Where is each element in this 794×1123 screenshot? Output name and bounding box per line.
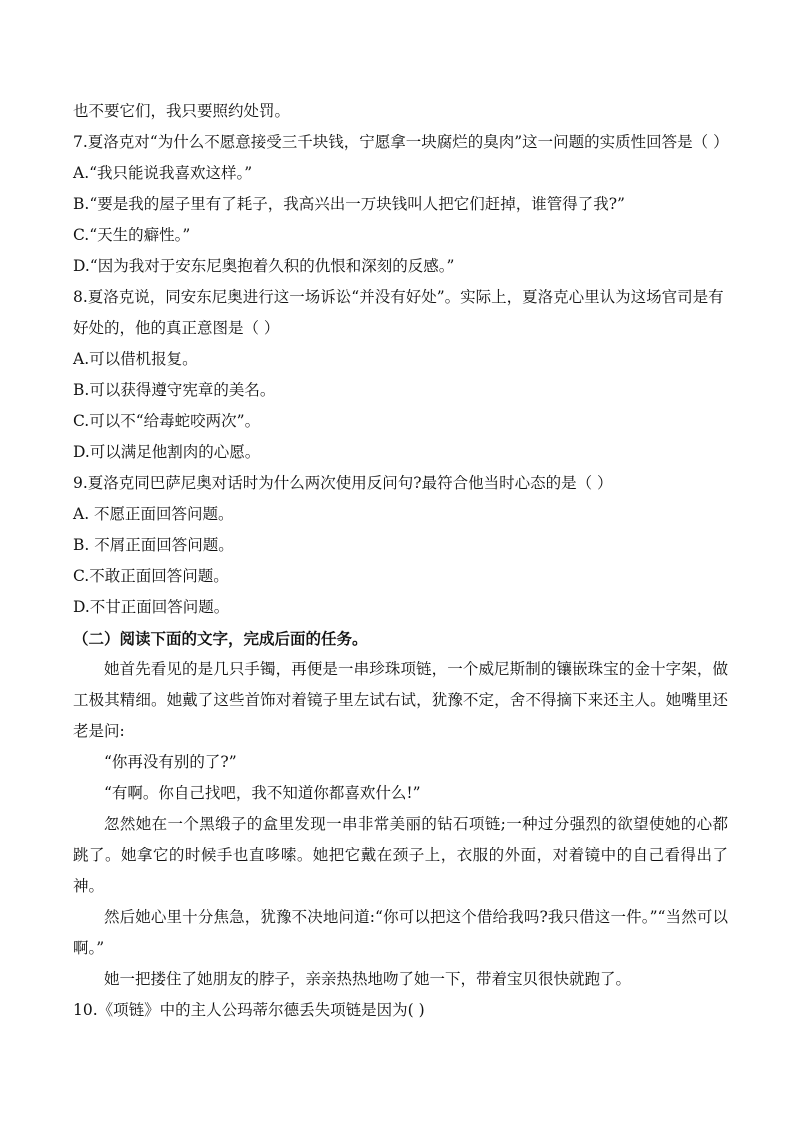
passage-dialog-line: “你再没有别的了?” (104, 753, 237, 771)
question-8-option-c: C.可以不“给毒蛇咬两次”。 (73, 412, 261, 430)
question-10-stem: 10.《项链》中的主人公玛蒂尔德丢失项链是因为( ) (73, 1001, 425, 1019)
section-2-heading: （二）阅读下面的文字，完成后面的任务。 (73, 629, 368, 648)
passage-paragraph: 她一把搂住了她朋友的脖子，亲亲热热地吻了她一下，带着宝贝很快就跑了。 (104, 970, 632, 988)
document-page (73, 96, 728, 1026)
question-8-stem: 8.夏洛克说，同安东尼奥进行这一场诉讼“并没有好处”。实际上，夏洛克心里认为这场官司是有好处的，他的真正意图是（ ） (73, 288, 724, 337)
question-8-option-b: B.可以获得遵守宪章的美名。 (73, 381, 276, 399)
question-7-option-a: A.“我只能说我喜欢这样。” (73, 164, 253, 182)
continuation-text: 也不要它们，我只要照约处罚。 (73, 102, 291, 120)
question-9-option-d: D.不甘正面回答问题。 (73, 598, 230, 616)
passage-paragraph: 她首先看见的是几只手镯，再便是一串珍珠项链，一个威尼斯制的镶嵌珠宝的金十字架，做工极其精细。她戴了这些首饰对着镜子里左试右试，犹豫不定，舍不得摘下来还主人。她嘴里还老是问: (73, 660, 728, 740)
question-7-stem: 7.夏洛克对“为什么不愿意接受三千块钱，宁愿拿一块腐烂的臭肉”这一问题的实质性回答是（ ） (73, 133, 729, 151)
question-9-stem: 9.夏洛克同巴萨尼奥对话时为什么两次使用反问句?最符合他当时心态的是（ ） (73, 474, 613, 492)
question-9-option-c: C.不敢正面回答问题。 (73, 567, 229, 585)
question-8-option-d: D.可以满足他割肉的心愿。 (73, 443, 261, 461)
question-9-option-b: B. 不屑正面回答问题。 (73, 536, 234, 554)
question-8-option-a: A.可以借机报复。 (73, 350, 198, 368)
question-9-option-a: A. 不愿正面回答问题。 (73, 505, 234, 523)
question-7-option-d: D.“因为我对于安东尼奥抱着久积的仇恨和深刻的反感。” (73, 257, 455, 275)
passage-dialog-line: “有啊。你自己找吧，我不知道你都喜欢什么!” (104, 784, 421, 802)
question-7-option-c: C.“天生的癖性。” (73, 226, 191, 244)
question-7-option-b: B.“要是我的屋子里有了耗子，我高兴出一万块钱叫人把它们赶掉，谁管得了我?” (73, 195, 625, 213)
passage-paragraph: 然后她心里十分焦急，犹豫不决地问道:“你可以把这个借给我吗?我只借这一件。”“当然可以啊。” (73, 908, 728, 957)
passage-paragraph: 忽然她在一个黑缎子的盒里发现一串非常美丽的钻石项链;一种过分强烈的欲望使她的心都跳了。她拿它的时候手也直哆嗦。她把它戴在颈子上，衣服的外面，对着镜中的自己看得出了神。 (73, 815, 728, 895)
